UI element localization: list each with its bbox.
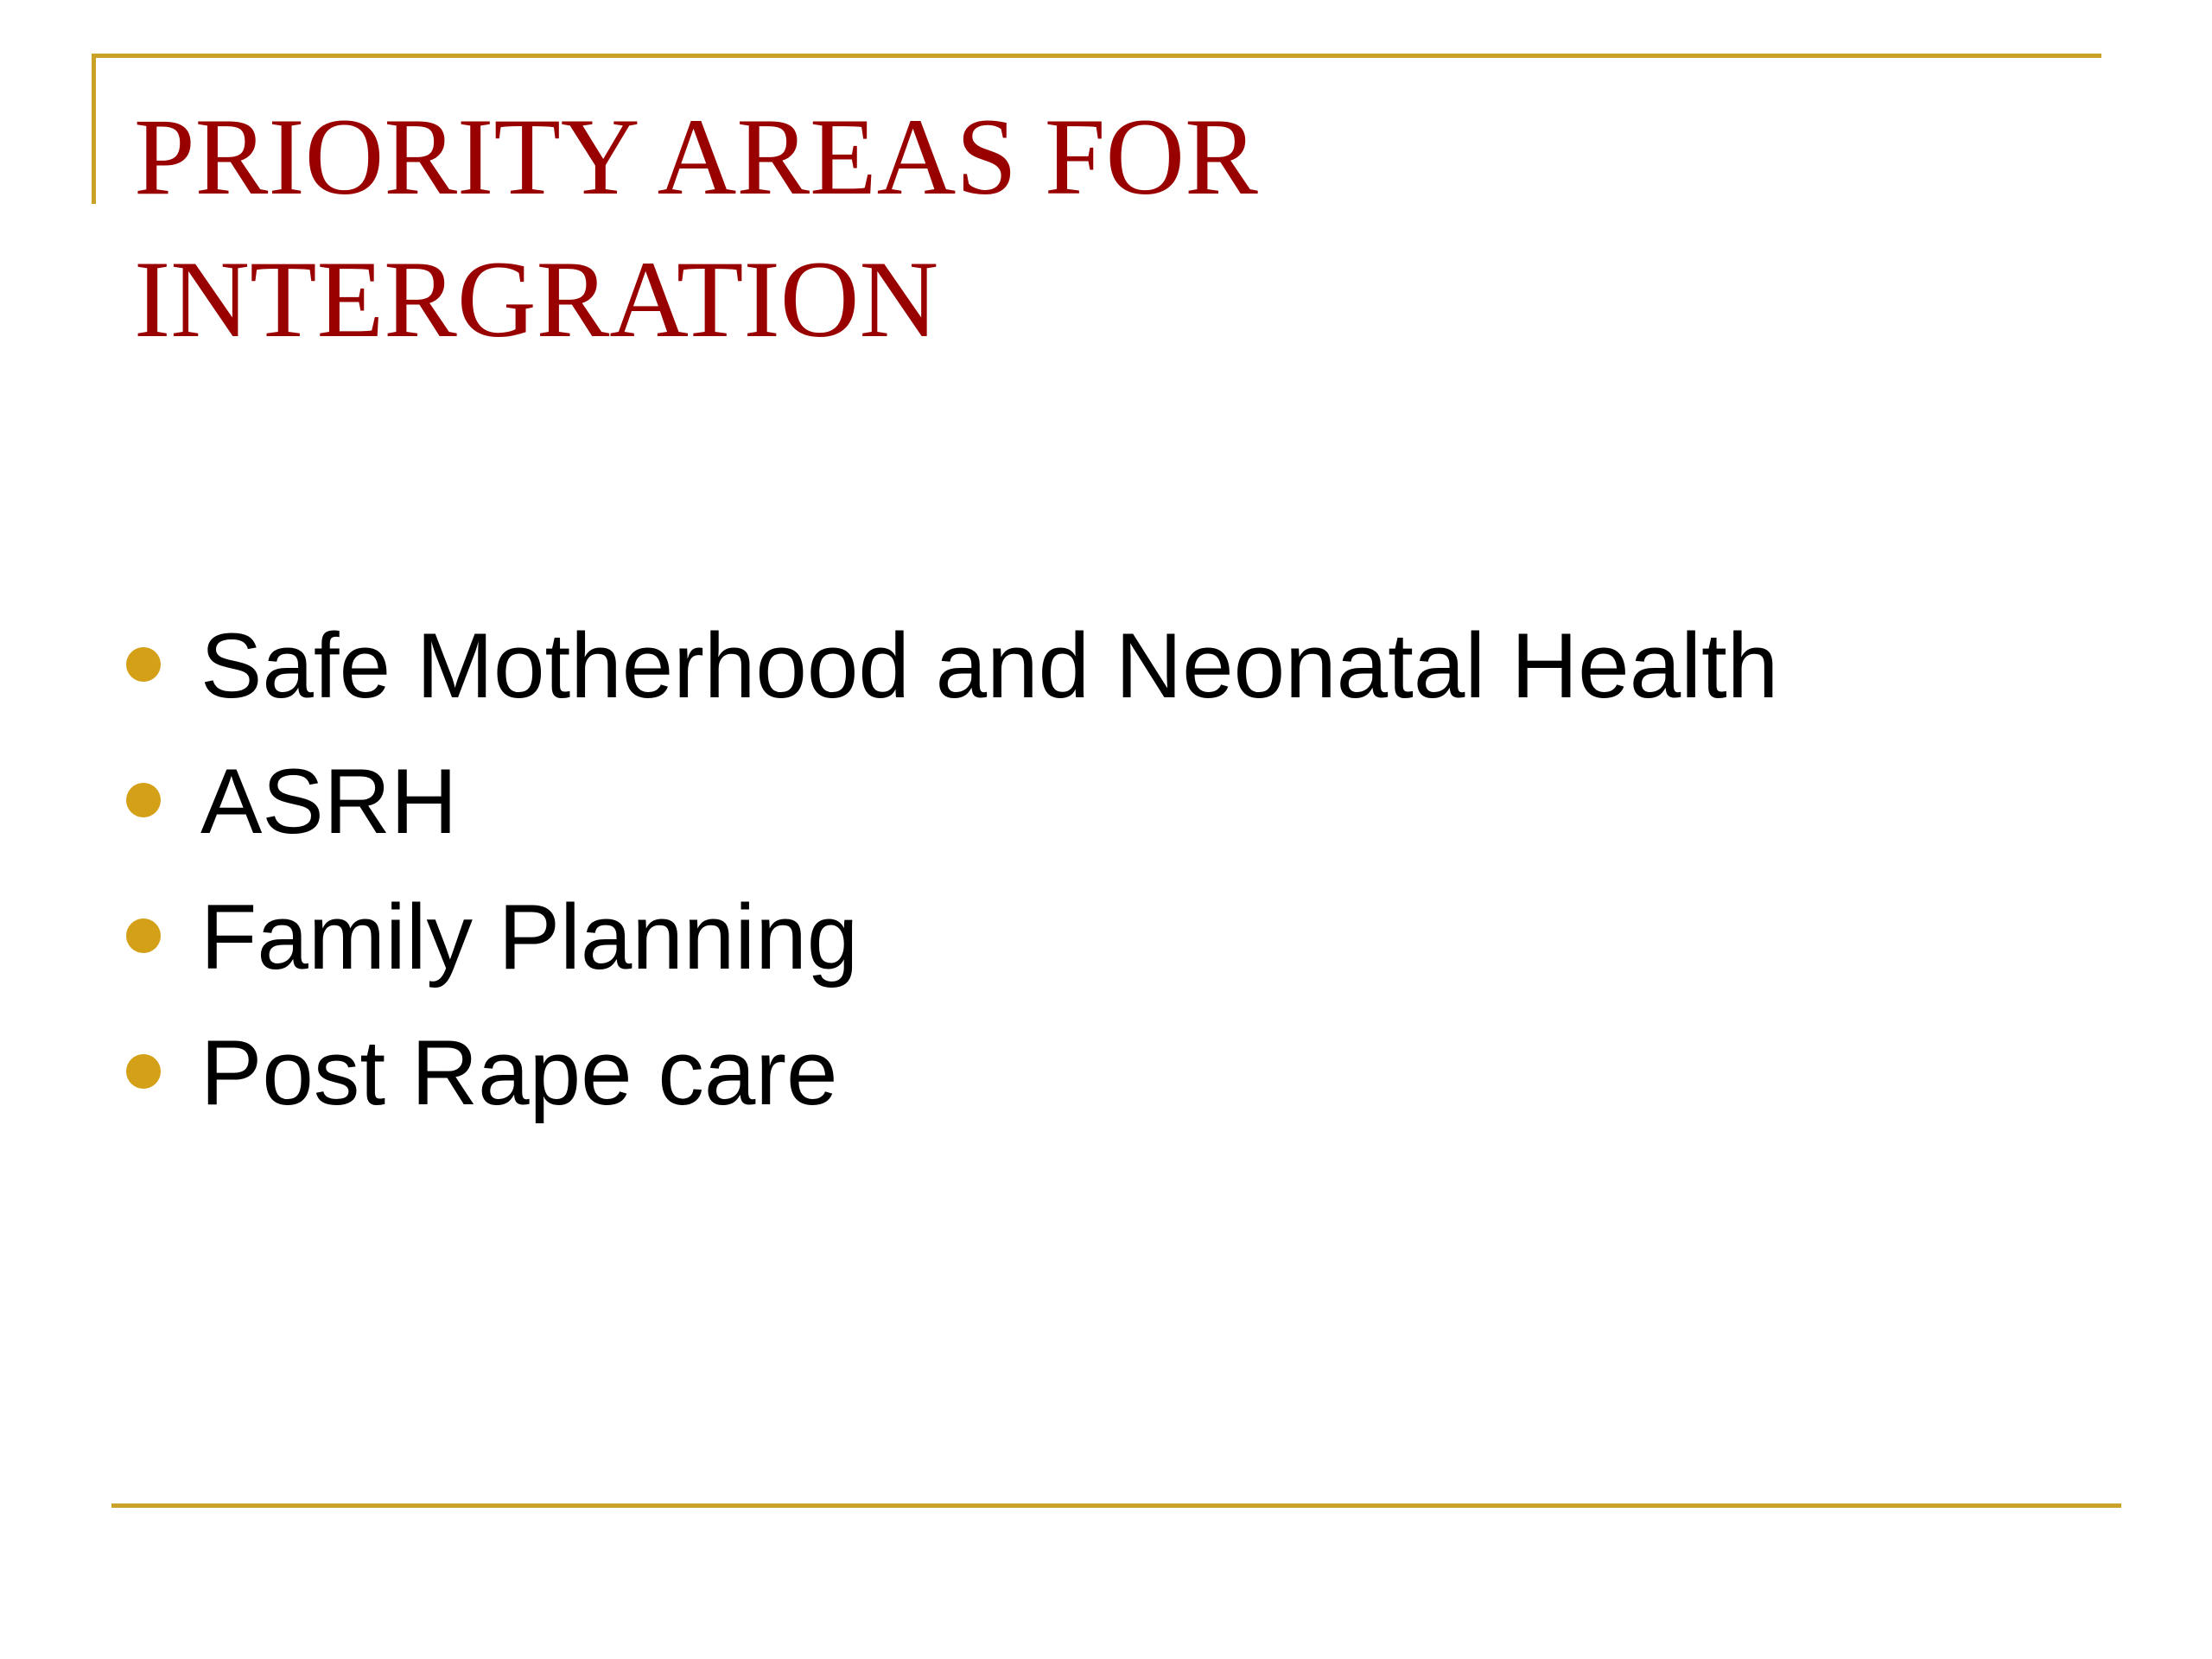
- bullet-text: Safe Motherhood and Neonatal Health: [200, 613, 1779, 717]
- slide-title: PRIORITY AREAS FOR INTERGRATION: [134, 97, 1258, 360]
- bottom-divider-line: [111, 1503, 2121, 1508]
- bullet-icon: [126, 1054, 161, 1089]
- bullet-item-post-rape-care: [121, 1005, 1778, 1141]
- bullet-text: ASRH: [200, 749, 458, 853]
- bullet-item-asrh: [121, 734, 1778, 869]
- bullet-icon: [126, 783, 161, 817]
- bullet-icon: [126, 647, 161, 682]
- title-left-accent-line: [92, 54, 96, 204]
- bullet-icon: [126, 918, 161, 953]
- top-divider-line: [92, 54, 2101, 58]
- bullet-text: Post Rape care: [200, 1020, 838, 1124]
- bullet-list: [121, 598, 1778, 1141]
- bullet-item-family-planning: [121, 869, 1778, 1005]
- bullet-text: Family Planning: [200, 885, 859, 988]
- bullet-item-safe-motherhood: [121, 598, 1778, 734]
